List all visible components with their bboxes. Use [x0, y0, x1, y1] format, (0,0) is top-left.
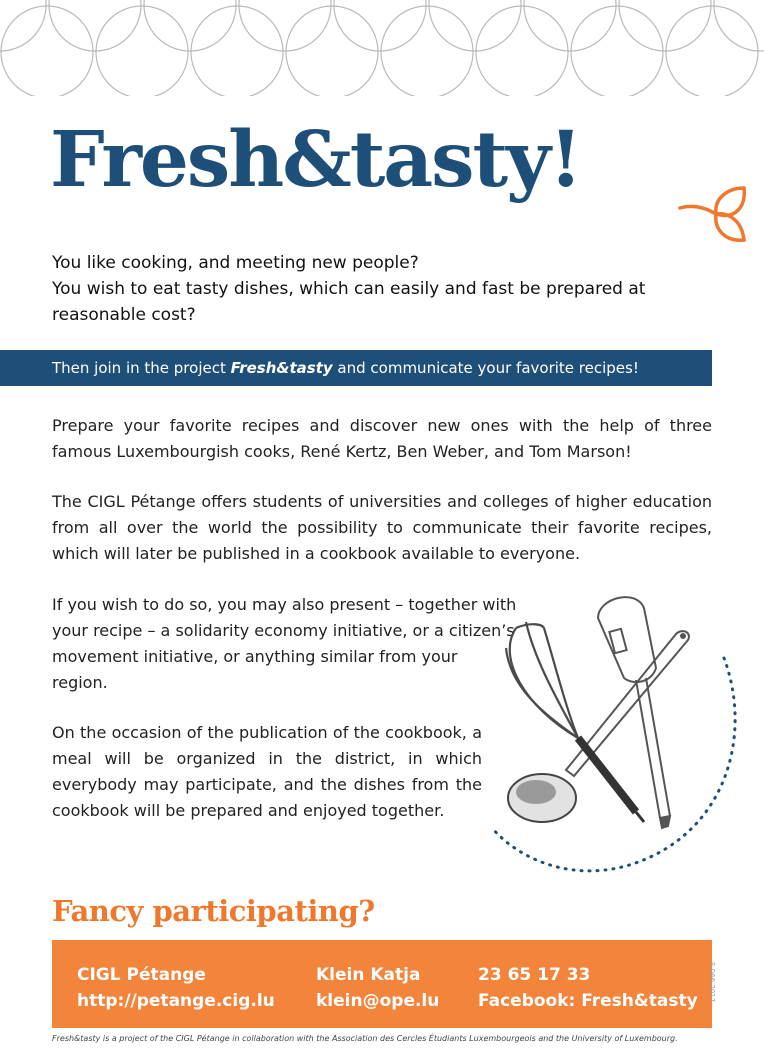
paragraph-initiative: If you wish to do so, you may also present – together with your recipe – a solidarity economy initiative, or a citizen’s movement initiative, or anything similar from your region. — [52, 595, 517, 692]
org-contact — [77, 962, 275, 1014]
kitchen-utensils-illustration — [486, 588, 748, 874]
footer-note: Fresh&tasty is a project of the CIGL Pétange in collaboration with the Association des Cercles Étudiants Luxembourgeois and the University of Luxembourg. — [52, 1034, 678, 1043]
person-contact — [316, 962, 439, 1014]
call-to-action-banner — [0, 350, 712, 386]
cta-heading: Fancy participating? — [52, 894, 375, 928]
person-email-link[interactable]: klein@ope.lu — [316, 991, 440, 1011]
paragraph-cooks: Prepare your favorite recipes and discover new ones with the help of three famous Luxembourgish cooks, René Kertz, Ben Weber, and Tom Marson! — [52, 416, 712, 461]
intro-line-2: You wish to eat tasty dishes, which can easily and fast be prepared at reasonable cost? — [52, 279, 646, 325]
org-name: CIGL Pétange — [77, 965, 206, 985]
phone-and-social — [478, 962, 698, 1014]
ladle-icon — [508, 631, 689, 822]
document-code: S 066 2017 — [708, 962, 716, 1003]
contact-box — [52, 940, 712, 1028]
leaf-icon — [676, 184, 748, 246]
spatula-icon — [598, 597, 670, 828]
banner-prefix: Then join in the project — [52, 359, 231, 377]
page-title: Fresh&tasty! — [50, 115, 581, 205]
org-url-link[interactable]: http://petange.cig.lu — [77, 991, 275, 1011]
facebook-link[interactable]: Facebook: Fresh&tasty — [478, 991, 698, 1011]
intro-line-1: You like cooking, and meeting new people? — [52, 253, 419, 273]
banner-suffix: and communicate your favorite recipes! — [332, 359, 639, 377]
banner-project-name: Fresh&tasty — [230, 359, 333, 377]
phone-number: 23 65 17 33 — [478, 965, 591, 985]
paragraph-cigl-offer: The CIGL Pétange offers students of universities and colleges of higher education from all over the world the possibility to communicate their favorite recipes, which will later be published in a cookbook available to everyone. — [52, 492, 712, 563]
intro-questions — [52, 250, 732, 328]
paragraph-publication-meal: On the occasion of the publication of the cookbook, a meal will be organized in the district, in which everybody may participate, and the dishes from the cookbook will be prepared and enjoyed together. — [52, 723, 482, 820]
circle-pattern-decoration — [0, 0, 764, 96]
dotted-arc-decoration — [492, 658, 735, 871]
person-name: Klein Katja — [316, 965, 421, 985]
